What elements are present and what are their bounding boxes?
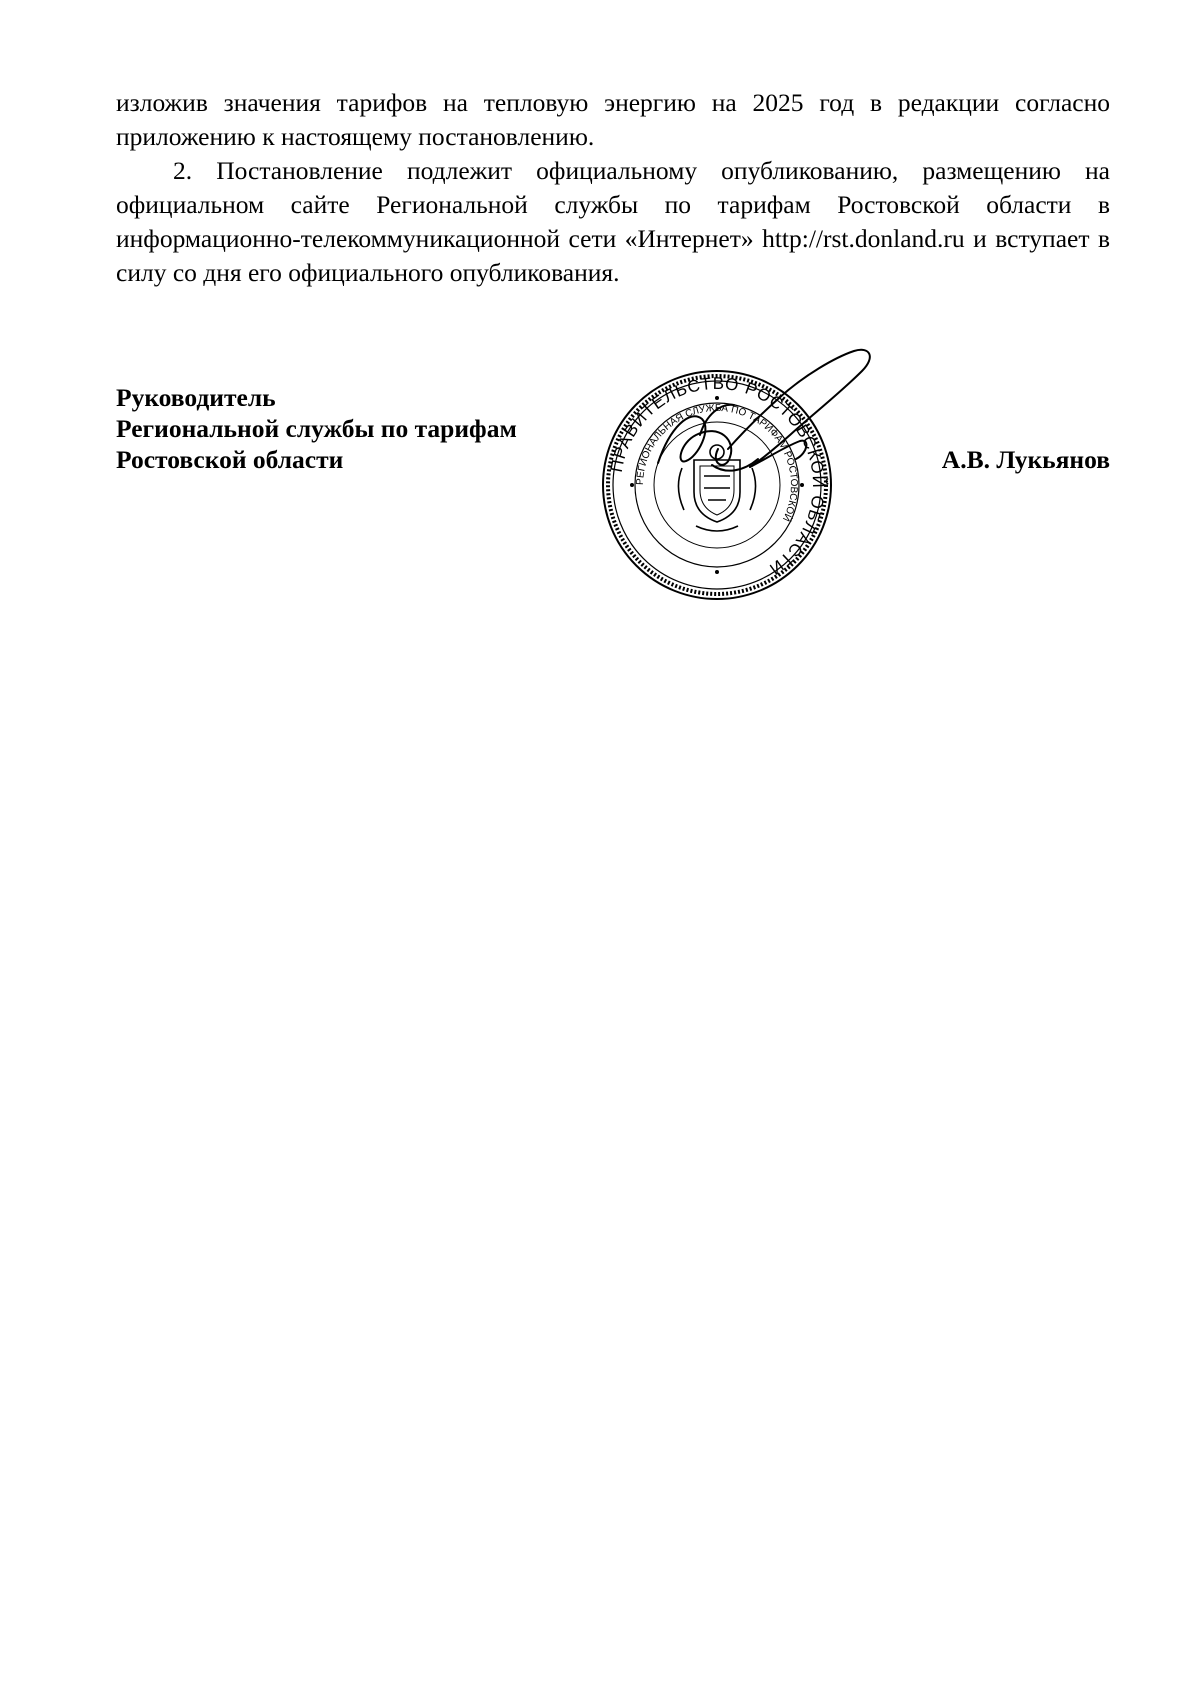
handwritten-signature <box>640 345 880 515</box>
paragraph-2: 2. Постановление подлежит официальному опубликованию, размещению на официальном сайте Региональной службы по тарифам Ростовской области в информационно-телекоммуникационной сети «Интернет» http://rst.donland.ru и вступает в силу со дня его официального опубликования. <box>116 156 1110 287</box>
signer-position-line-2: Региональной службы по тарифам <box>116 414 517 443</box>
signer-name: А.В. Лукьянов <box>941 445 1110 474</box>
document-body <box>116 86 1110 290</box>
seal-inner-text: РЕГИОНАЛЬНАЯ СЛУЖБА ПО ТАРИФАМ РОСТОВСКОЙ <box>634 402 800 523</box>
seal-outer-text: ПРАВИТЕЛЬСТВО РОСТОВСКОЙ ОБЛАСТИ <box>606 373 829 579</box>
paragraph-1: изложив значения тарифов на тепловую энергию на 2025 год в редакции согласно приложению к настоящему постановлению. <box>116 88 1110 151</box>
signer-position-line-3: Ростовской области <box>116 445 344 474</box>
signer-position-line-1: Руководитель <box>116 383 276 412</box>
